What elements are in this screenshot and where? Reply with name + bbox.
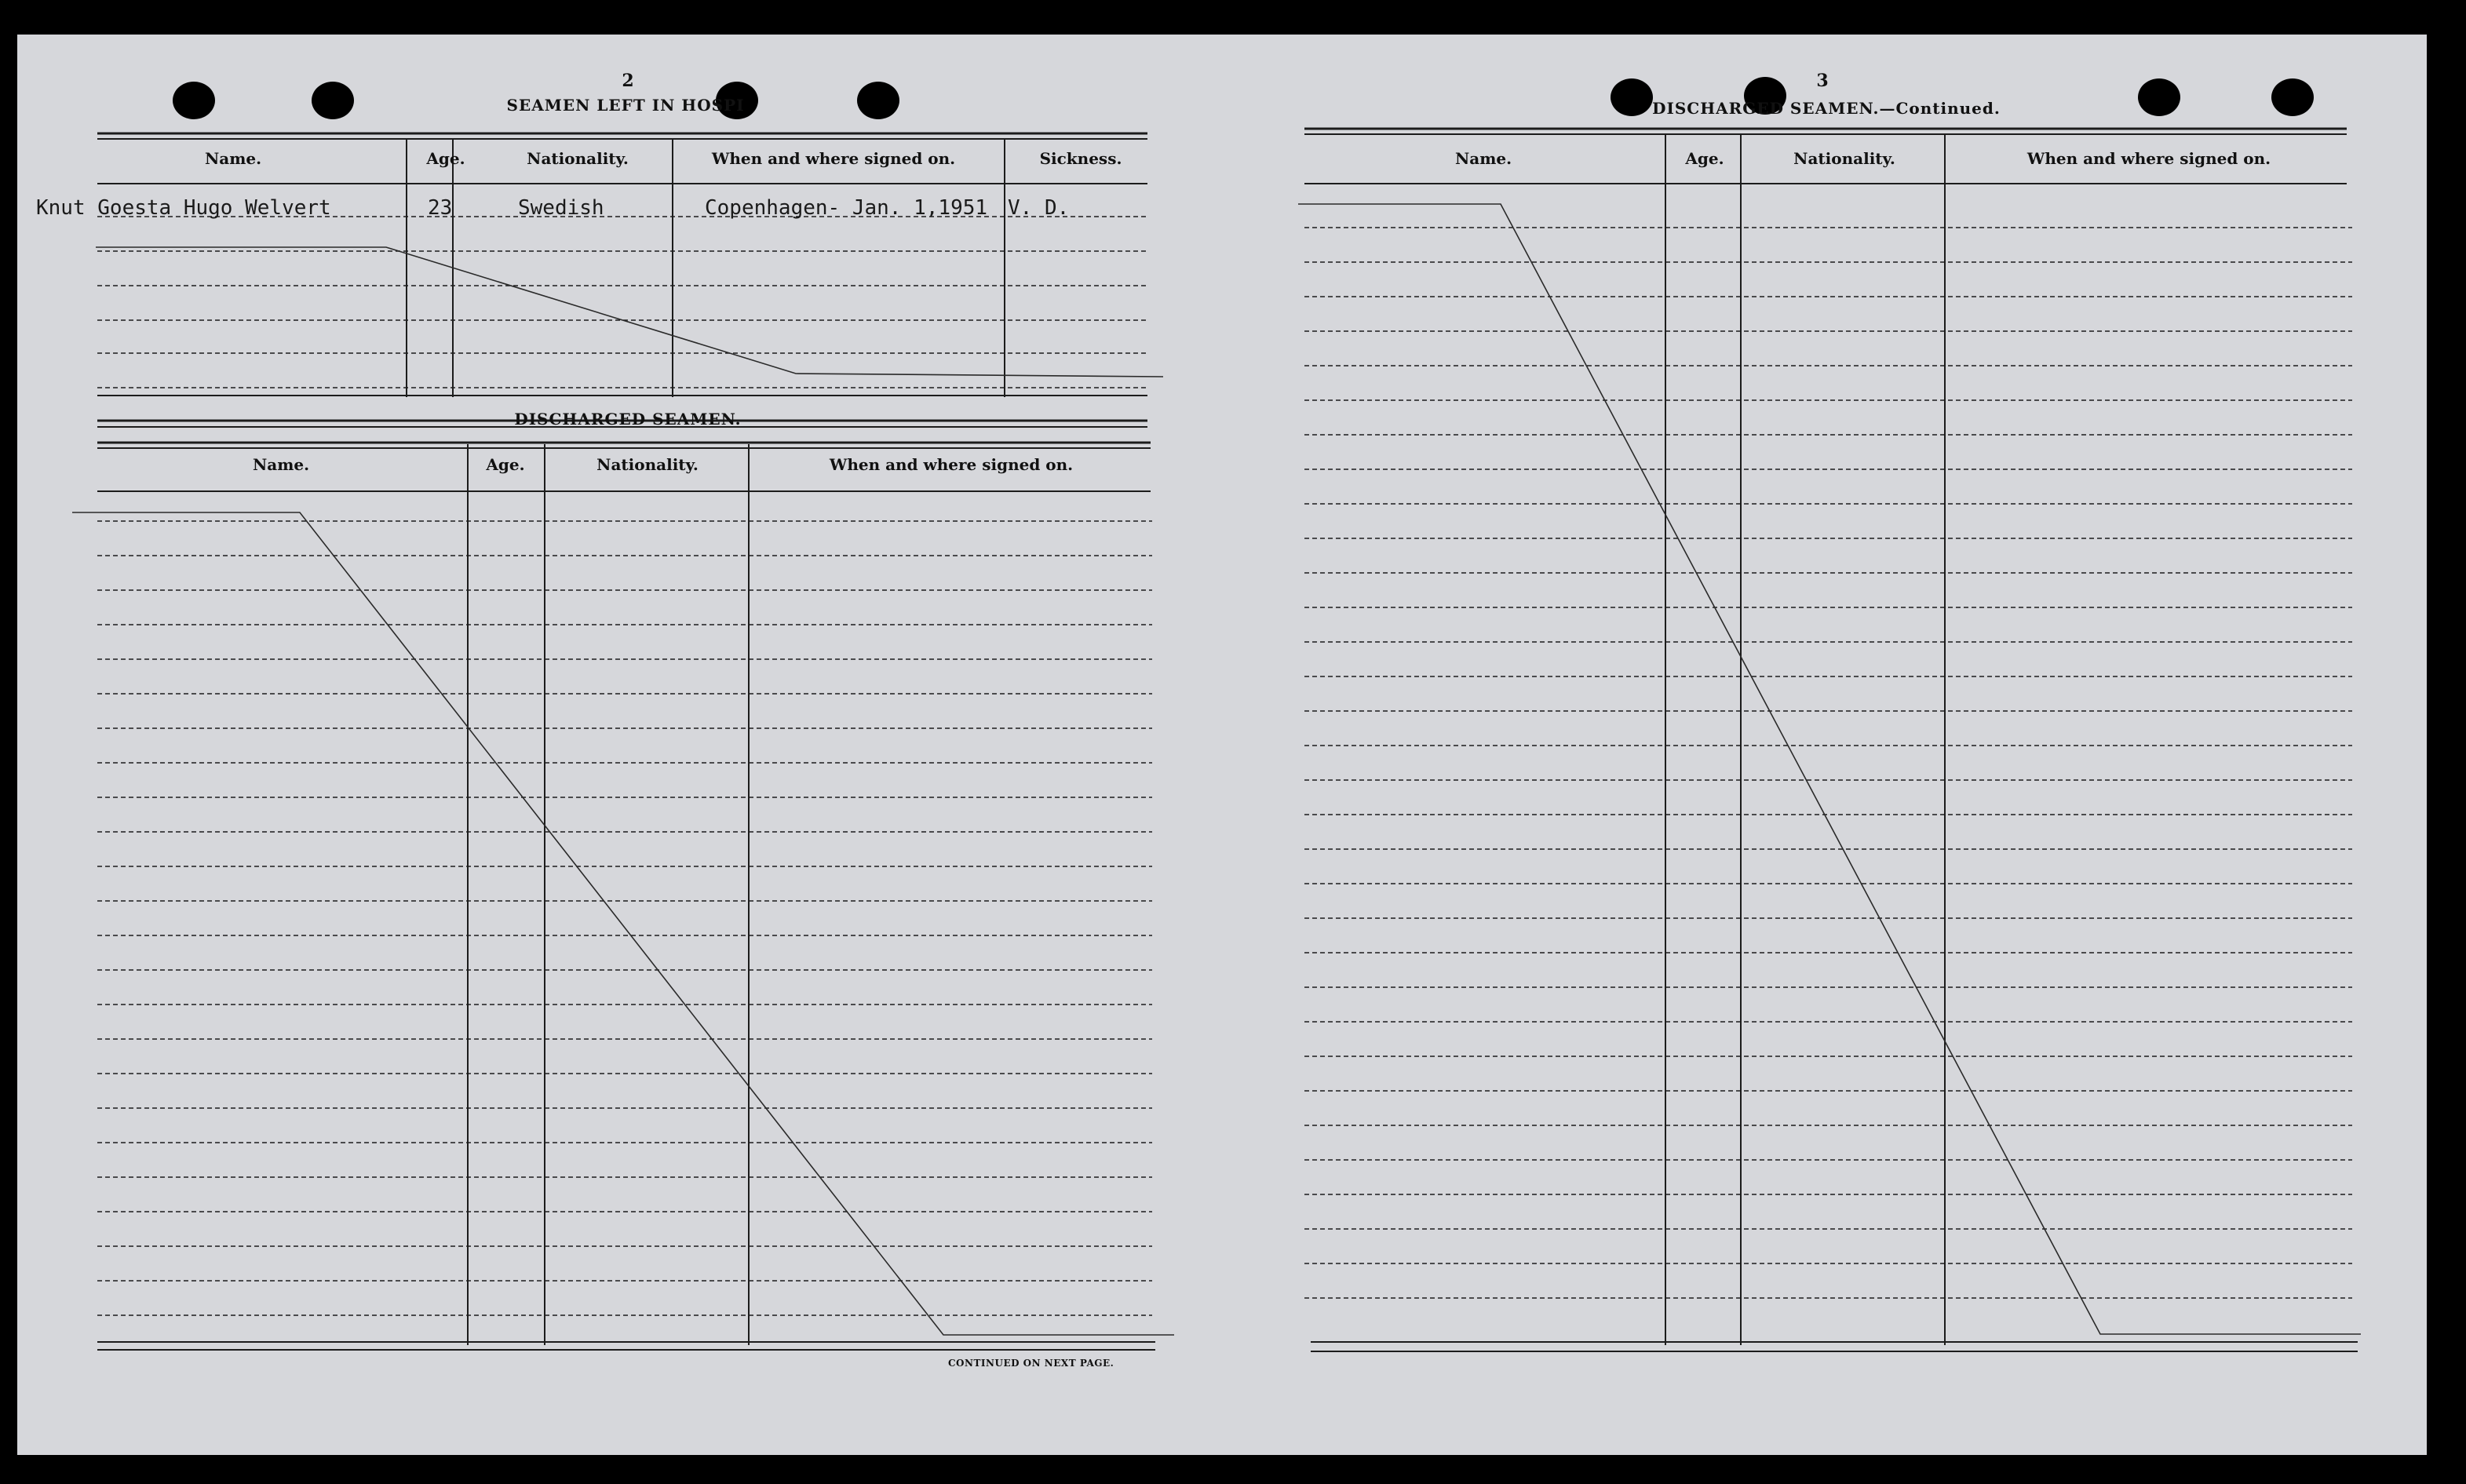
col-header-nationality: Nationality. bbox=[1793, 149, 1895, 168]
col-header-signed-on: When and where signed on. bbox=[711, 149, 956, 168]
continued-note: CONTINUED ON NEXT PAGE. bbox=[948, 1358, 1114, 1369]
col-header-nationality: Nationality. bbox=[596, 455, 699, 474]
cancel-line bbox=[96, 247, 1163, 377]
col-header-nationality: Nationality. bbox=[527, 149, 629, 168]
col-header-sickness: Sickness. bbox=[1039, 149, 1122, 168]
discharged-continued-title: DISCHARGED SEAMEN.—Continued. bbox=[1652, 99, 2001, 118]
hospital-section-title: SEAMEN LEFT IN HOSPI bbox=[506, 96, 745, 115]
punch-hole bbox=[2271, 78, 2314, 116]
entry-nationality: Swedish bbox=[518, 196, 604, 220]
page-number-left: 2 bbox=[622, 71, 634, 91]
col-header-signed-on: When and where signed on. bbox=[829, 455, 1074, 474]
entry-sickness: V. D. bbox=[1008, 196, 1070, 220]
col-header-age: Age. bbox=[426, 149, 465, 168]
col-header-age: Age. bbox=[486, 455, 525, 474]
document-sheet bbox=[17, 35, 2427, 1455]
col-header-name: Name. bbox=[252, 455, 310, 474]
entry-name: Knut Goesta Hugo Welvert bbox=[36, 196, 331, 220]
entry-signed-on: Copenhagen- Jan. 1,1951 bbox=[705, 196, 988, 220]
entry-age: 23 bbox=[428, 196, 453, 220]
discharged-section-title: DISCHARGED SEAMEN. bbox=[514, 410, 742, 428]
cancel-line bbox=[1298, 204, 2361, 1334]
form-rulings bbox=[17, 35, 2427, 1455]
punch-hole bbox=[857, 82, 899, 119]
punch-hole bbox=[173, 82, 215, 119]
col-header-name: Name. bbox=[204, 149, 262, 168]
punch-hole bbox=[312, 82, 354, 119]
col-header-signed-on: When and where signed on. bbox=[2026, 149, 2271, 168]
col-header-name: Name. bbox=[1454, 149, 1512, 168]
page-number-right: 3 bbox=[1816, 71, 1829, 91]
col-header-age: Age. bbox=[1685, 149, 1724, 168]
punch-hole bbox=[1611, 78, 1653, 116]
punch-hole bbox=[2138, 78, 2180, 116]
